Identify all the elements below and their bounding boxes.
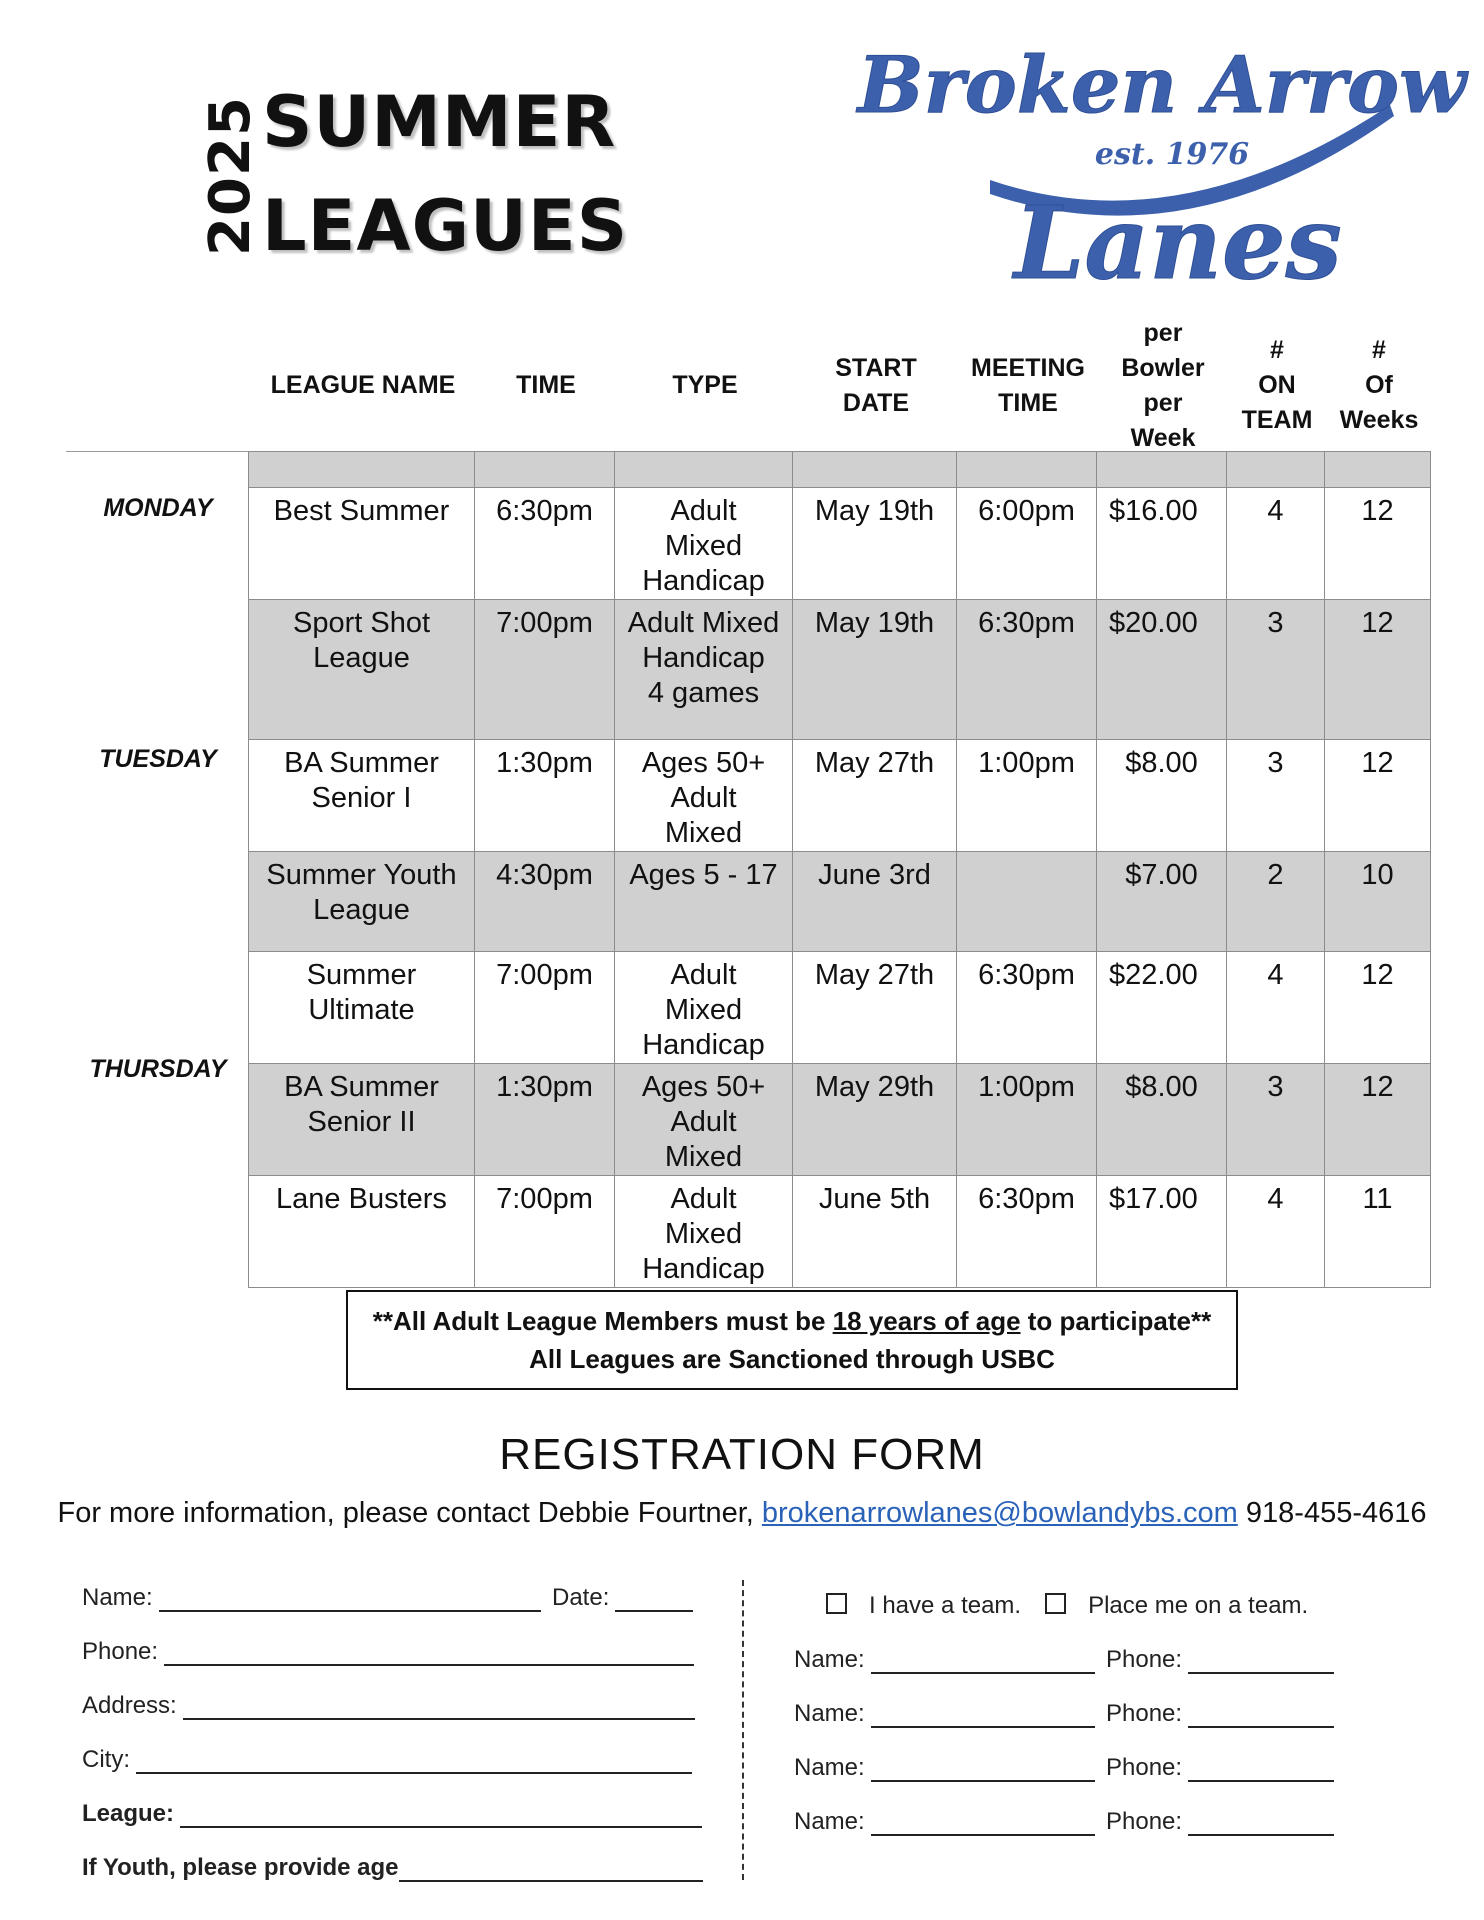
- time-cell: 7:00pm: [475, 952, 615, 1064]
- have-team-checkbox[interactable]: [826, 1593, 847, 1614]
- meeting-time-cell: 1:00pm: [957, 740, 1097, 852]
- team-size-cell: 4: [1227, 952, 1325, 1064]
- place-on-team-label: Place me on a team.: [1088, 1592, 1309, 1619]
- team-size-cell: 3: [1227, 740, 1325, 852]
- team-name-label: Name:: [794, 1646, 865, 1673]
- day-tuesday: TUESDAY: [99, 745, 217, 773]
- weeks-cell: 12: [1325, 600, 1431, 740]
- league-name-cell: [249, 600, 475, 740]
- col-header-on-team: [1228, 318, 1326, 453]
- league-name: BA Summer: [284, 1071, 439, 1103]
- team-phone-label: Phone:: [1106, 1700, 1183, 1727]
- type-cell: [615, 740, 793, 852]
- fee-line-4: Week: [1130, 423, 1196, 452]
- youth-age-label: If Youth, please provide age: [82, 1854, 399, 1881]
- time-cell: 6:30pm: [475, 488, 615, 600]
- table-row: [249, 1176, 1431, 1288]
- weeks-cell: 12: [1325, 740, 1431, 852]
- team-size-cell: 3: [1227, 1064, 1325, 1176]
- time-cell: 7:00pm: [475, 1176, 615, 1288]
- form-divider: [742, 1580, 744, 1880]
- name-field[interactable]: [82, 1584, 541, 1612]
- team-member-name-field[interactable]: [794, 1700, 1095, 1728]
- fee-cell: $16.00: [1097, 488, 1227, 600]
- table-row: [249, 1064, 1431, 1176]
- team-name-line[interactable]: [871, 1758, 1095, 1782]
- league-name: Lane Busters: [276, 1183, 447, 1215]
- notice-line-1: [348, 1302, 1236, 1340]
- team-line-1: #: [1270, 336, 1284, 364]
- weeks-cell: 12: [1325, 1064, 1431, 1176]
- team-name-line[interactable]: [871, 1812, 1095, 1836]
- team-name-label: Name:: [794, 1808, 865, 1835]
- type-line: Mixed: [664, 817, 743, 849]
- broken-arrow-lanes-logo: [857, 30, 1467, 320]
- table-header-spacer-row: [249, 452, 1431, 488]
- type-cell: [615, 600, 793, 740]
- team-member-phone-field[interactable]: [1106, 1808, 1334, 1836]
- contact-email-link[interactable]: brokenarrowlanes@bowlandybs.com: [761, 1497, 1238, 1529]
- type-line: Ages 50+: [641, 1071, 766, 1103]
- table-row: [249, 488, 1431, 600]
- youth-age-field[interactable]: [82, 1854, 703, 1882]
- type-line: Handicap: [642, 565, 765, 597]
- fee-cell: $7.00: [1097, 852, 1227, 952]
- start-date-cell: June 3rd: [793, 852, 957, 952]
- have-team-label: I have a team.: [869, 1592, 1022, 1619]
- fee-cell: $8.00: [1097, 1064, 1227, 1176]
- address-field[interactable]: [82, 1692, 695, 1720]
- type-line: Ages 50+: [641, 747, 766, 779]
- team-member-name-field[interactable]: [794, 1808, 1095, 1836]
- time-cell: 1:30pm: [475, 740, 615, 852]
- type-line: Handicap: [642, 642, 765, 674]
- league-name: League: [313, 894, 410, 926]
- league-name-cell: [249, 1176, 475, 1288]
- type-line: Adult: [670, 1106, 737, 1138]
- table-row: [249, 852, 1431, 952]
- weeks-line-1: #: [1372, 336, 1386, 364]
- table-row: [249, 740, 1431, 852]
- start-line-2: DATE: [842, 388, 910, 417]
- type-line: Ages 5 - 17: [629, 859, 778, 891]
- team-line-2: ON: [1258, 371, 1296, 399]
- team-member-phone-field[interactable]: [1106, 1646, 1334, 1674]
- notice-text: to participate**: [1020, 1306, 1212, 1336]
- type-line: Adult: [670, 782, 737, 814]
- team-phone-line[interactable]: [1188, 1650, 1334, 1674]
- type-line: Handicap: [642, 1029, 765, 1061]
- type-line: Mixed: [664, 1141, 743, 1173]
- phone-field[interactable]: [82, 1638, 694, 1666]
- team-options: [826, 1592, 1308, 1620]
- type-line: Adult: [670, 495, 737, 527]
- logo-text-lanes: Lanes: [1014, 184, 1342, 302]
- page-title-line-2: LEAGUES: [262, 185, 629, 267]
- logo-text-broken-arrow: Broken Arrow: [857, 40, 1467, 131]
- meeting-time-cell: 1:00pm: [957, 1064, 1097, 1176]
- meeting-time-cell: 6:00pm: [957, 488, 1097, 600]
- header-rule: [66, 451, 249, 452]
- meeting-line-1: MEETING: [971, 353, 1085, 382]
- contact-info: [0, 1497, 1484, 1530]
- day-thursday: THURSDAY: [89, 1055, 227, 1083]
- meeting-time-cell: [957, 852, 1097, 952]
- league-line[interactable]: [180, 1804, 702, 1828]
- year-label: 2025: [198, 96, 263, 256]
- type-line: Adult: [670, 1183, 737, 1215]
- team-member-name-field[interactable]: [794, 1646, 1095, 1674]
- league-name: Sport Shot: [292, 607, 431, 639]
- league-name: Summer Youth: [266, 859, 457, 891]
- day-monday: MONDAY: [103, 494, 213, 522]
- weeks-cell: 10: [1325, 852, 1431, 952]
- type-line: Adult: [670, 959, 737, 991]
- team-line-3: TEAM: [1241, 406, 1313, 434]
- team-size-cell: 4: [1227, 1176, 1325, 1288]
- col-header-start-date: [794, 318, 958, 453]
- table-row: [249, 952, 1431, 1064]
- col-header-league-name: LEAGUE NAME: [270, 371, 456, 399]
- league-name-cell: [249, 740, 475, 852]
- fee-cell: $20.00: [1097, 600, 1227, 740]
- team-size-cell: 4: [1227, 488, 1325, 600]
- fee-line-2: Bowler: [1121, 353, 1205, 382]
- time-cell: 4:30pm: [475, 852, 615, 952]
- start-date-cell: May 27th: [793, 952, 957, 1064]
- col-header-type: TYPE: [672, 371, 738, 399]
- date-label: Date:: [552, 1584, 610, 1611]
- fee-line-3: per: [1143, 388, 1183, 417]
- registration-form-title: REGISTRATION FORM: [499, 1430, 985, 1479]
- logo-text-est: est. 1976: [1094, 137, 1250, 172]
- col-header-weeks: [1326, 318, 1432, 453]
- start-date-cell: May 19th: [793, 600, 957, 740]
- col-header-meeting-time: [958, 318, 1098, 453]
- address-label: Address:: [82, 1692, 177, 1719]
- notice-text: **All Adult League Members must be: [372, 1306, 833, 1336]
- type-cell: [615, 488, 793, 600]
- team-phone-label: Phone:: [1106, 1808, 1183, 1835]
- team-phone-label: Phone:: [1106, 1646, 1183, 1673]
- start-date-cell: May 19th: [793, 488, 957, 600]
- type-cell: [615, 952, 793, 1064]
- type-cell: [615, 852, 793, 952]
- start-date-cell: May 27th: [793, 740, 957, 852]
- type-line: Handicap: [642, 1253, 765, 1285]
- name-line[interactable]: [159, 1588, 541, 1612]
- place-on-team-checkbox[interactable]: [1045, 1593, 1066, 1614]
- date-line[interactable]: [615, 1588, 693, 1612]
- fee-line-1: per: [1143, 318, 1183, 347]
- meeting-line-2: TIME: [998, 388, 1058, 417]
- weeks-cell: 12: [1325, 488, 1431, 600]
- type-line: 4 games: [647, 677, 760, 709]
- league-name: Senior I: [311, 782, 412, 814]
- team-phone-line[interactable]: [1188, 1704, 1334, 1728]
- meeting-time-cell: 6:30pm: [957, 1176, 1097, 1288]
- fee-cell: $22.00: [1097, 952, 1227, 1064]
- phone-label: Phone:: [82, 1638, 159, 1665]
- team-phone-label: Phone:: [1106, 1754, 1183, 1781]
- league-name: Best Summer: [273, 495, 450, 527]
- league-name: Senior II: [307, 1106, 416, 1138]
- league-name-cell: [249, 852, 475, 952]
- city-field[interactable]: [82, 1746, 692, 1774]
- time-cell: 7:00pm: [475, 600, 615, 740]
- type-cell: [615, 1064, 793, 1176]
- start-date-cell: May 29th: [793, 1064, 957, 1176]
- type-line: Mixed: [664, 994, 743, 1026]
- league-schedule-table: [248, 451, 1431, 1288]
- type-line: Mixed: [664, 1218, 743, 1250]
- league-name: Summer: [306, 959, 417, 991]
- team-phone-line[interactable]: [1188, 1758, 1334, 1782]
- team-size-cell: 3: [1227, 600, 1325, 740]
- table-row: [249, 600, 1431, 740]
- date-field[interactable]: [552, 1584, 693, 1612]
- team-member-name-field[interactable]: [794, 1754, 1095, 1782]
- weeks-cell: 11: [1325, 1176, 1431, 1288]
- fee-cell: $8.00: [1097, 740, 1227, 852]
- team-name-label: Name:: [794, 1700, 865, 1727]
- league-label: League:: [82, 1800, 175, 1827]
- contact-phone: 918-455-4616: [1237, 1497, 1427, 1529]
- weeks-cell: 12: [1325, 952, 1431, 1064]
- team-phone-line[interactable]: [1188, 1812, 1334, 1836]
- type-cell: [615, 1176, 793, 1288]
- team-member-phone-field[interactable]: [1106, 1700, 1334, 1728]
- start-line-1: START: [835, 353, 917, 382]
- fee-cell: $17.00: [1097, 1176, 1227, 1288]
- team-name-line[interactable]: [871, 1704, 1095, 1728]
- league-name-cell: [249, 952, 475, 1064]
- youth-age-line[interactable]: [399, 1858, 703, 1882]
- contact-text: For more information, please contact Debbie Fourtner,: [57, 1497, 762, 1529]
- col-header-time: TIME: [516, 371, 576, 399]
- phone-line[interactable]: [164, 1642, 694, 1666]
- league-name: Ultimate: [308, 994, 415, 1026]
- team-name-label: Name:: [794, 1754, 865, 1781]
- league-name-cell: [249, 1064, 475, 1176]
- city-line[interactable]: [136, 1750, 692, 1774]
- league-name-cell: [249, 488, 475, 600]
- league-name: League: [313, 642, 410, 674]
- city-label: City:: [82, 1746, 130, 1773]
- name-label: Name:: [82, 1584, 153, 1611]
- page-title-line-1: SUMMER: [262, 81, 617, 163]
- team-name-line[interactable]: [871, 1650, 1095, 1674]
- col-header-fee: [1098, 318, 1228, 453]
- type-line: Mixed: [664, 530, 743, 562]
- notice-line-2: All Leagues are Sanctioned through USBC: [529, 1344, 1055, 1374]
- address-line[interactable]: [183, 1696, 695, 1720]
- notice-underlined-text: 18 years of age: [832, 1306, 1021, 1336]
- meeting-time-cell: 6:30pm: [957, 952, 1097, 1064]
- meeting-time-cell: 6:30pm: [957, 600, 1097, 740]
- league-field[interactable]: [82, 1800, 702, 1828]
- time-cell: 1:30pm: [475, 1064, 615, 1176]
- team-member-phone-field[interactable]: [1106, 1754, 1334, 1782]
- start-date-cell: June 5th: [793, 1176, 957, 1288]
- team-size-cell: 2: [1227, 852, 1325, 952]
- weeks-line-2: Of: [1365, 371, 1393, 399]
- league-name: BA Summer: [284, 747, 439, 779]
- weeks-line-3: Weeks: [1339, 406, 1419, 434]
- age-requirement-notice: [346, 1290, 1238, 1390]
- type-line: Adult Mixed: [627, 607, 780, 639]
